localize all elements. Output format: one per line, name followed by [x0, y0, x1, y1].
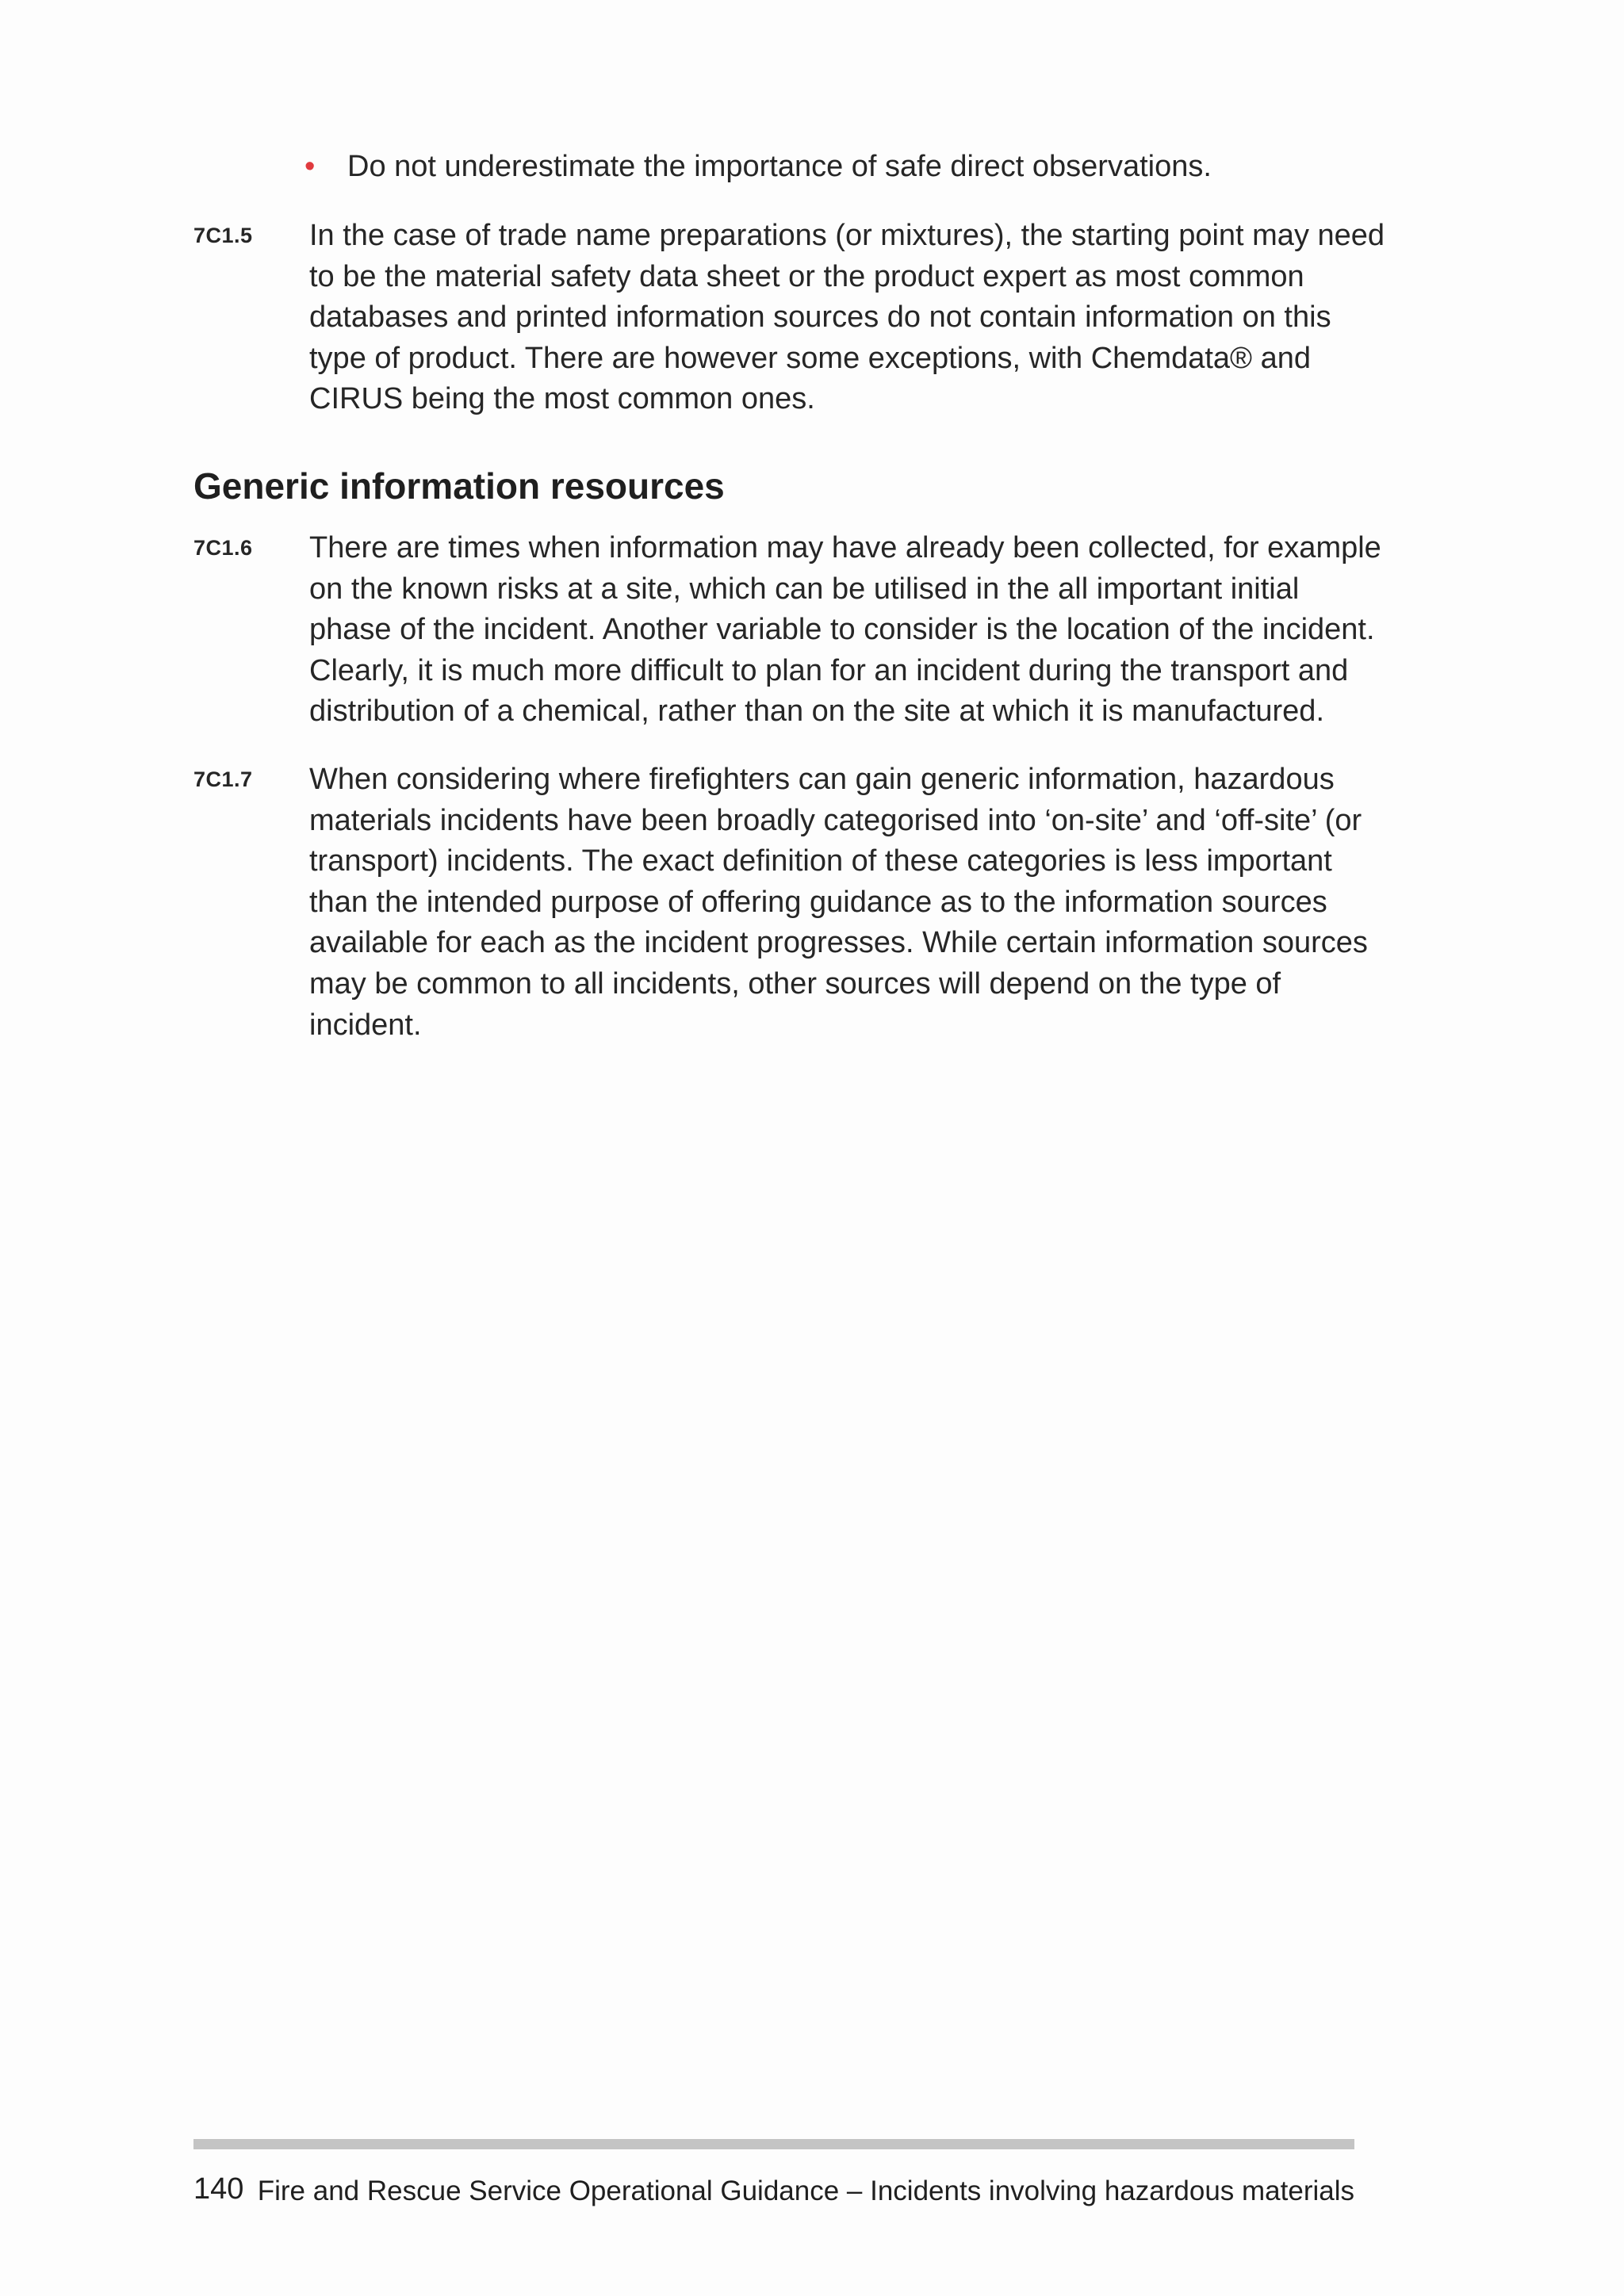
footer-title: Fire and Rescue Service Operational Guidance – Incidents involving hazardous materials: [257, 2175, 1354, 2206]
paragraph-number: 7C1.7: [193, 767, 253, 791]
paragraph-text: There are times when information may have already been collected, for example on the known risks at a site, which can be utilised in the all important initial phase of the incident. Another variable to consider is the location of the incident. Clearly, it is much more difficult to plan for an incident during the transport and distribution of a chemical, rather than on the site at which it is manufactured.: [309, 531, 1381, 729]
paragraph-number: 7C1.6: [193, 536, 253, 560]
page-number: 140: [193, 2172, 244, 2206]
bullet-text: Do not underestimate the importance of safe direct observations.: [347, 150, 1212, 183]
bullet-dot-icon: •: [304, 150, 316, 183]
paragraph-text: When considering where firefighters can gain generic information, hazardous materials incidents have been broadly categorised into ‘on-site’ and ‘off-site’ (or transport) incidents. The exact definition of these categories is less important than the intended purpose of offering guidance as to the information sources available for each as the incident progresses. While certain information sources may be common to all incidents, other sources will depend on the type of incident.: [309, 763, 1368, 1042]
paragraph-text: In the case of trade name preparations (or mixtures), the starting point may need to be the material safety data sheet or the product expert as most common databases and printed information sources do not contain information on this type of product. There are however some exceptions, with Chemdata® and CIRUS being the most common ones.: [309, 219, 1385, 416]
footer-rule: [193, 2139, 1354, 2149]
paragraph-number: 7C1.5: [193, 224, 253, 247]
section-heading: Generic information resources: [193, 465, 725, 507]
